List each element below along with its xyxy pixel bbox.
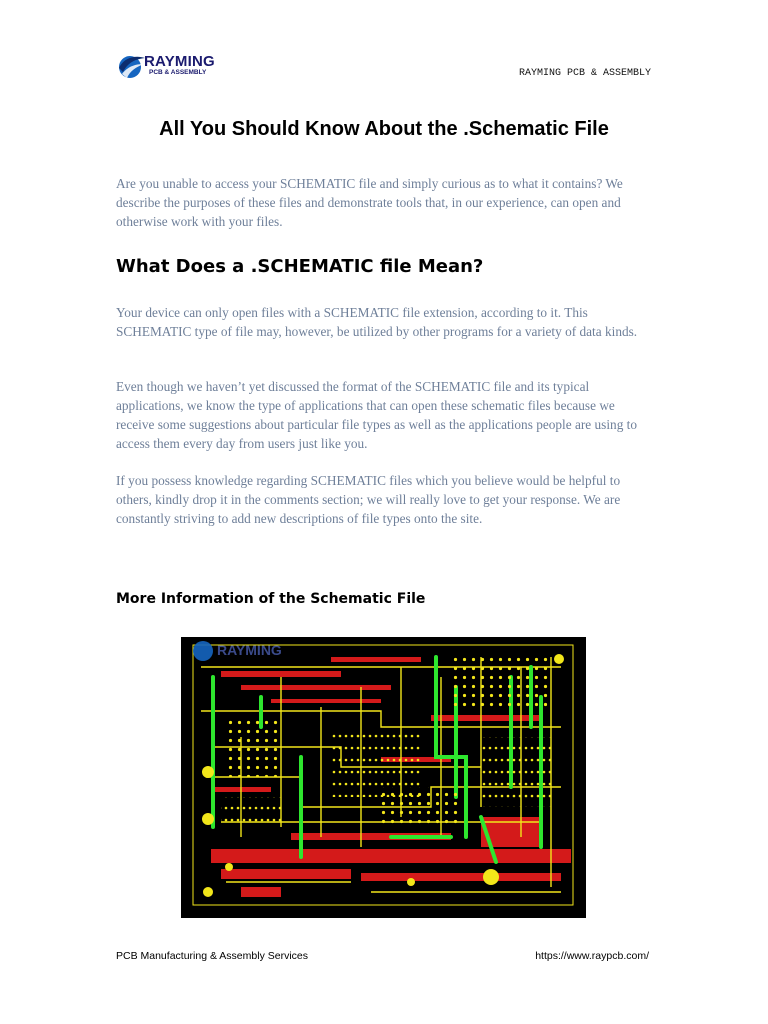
- body-paragraph: Your device can only open files with a SCHEMATIC file extension, according to it. This SCHEMATIC type of file may, however, be utilized by other programs for a variety of data kinds.: [116, 305, 638, 339]
- page-title: All You Should Know About the .Schematic File: [159, 118, 609, 140]
- company-logo: [116, 52, 216, 80]
- footer-services: PCB Manufacturing & Assembly Services: [116, 950, 308, 962]
- logo-wordmark: RAYMING: [144, 53, 215, 70]
- body-paragraph: If you possess knowledge regarding SCHEMATIC files which you believe would be helpful to others, kindly drop it in the comments section; we will really love to get your response. We are constantly striving to add new descriptions of file types onto the site.: [116, 473, 621, 526]
- logo-tagline: PCB & ASSEMBLY: [149, 69, 207, 76]
- intro-paragraph: Are you unable to access your SCHEMATIC file and simply curious as to what it contains? We describe the purposes of these files and demonstrate tools that, in our experience, can open and otherwise work with your files.: [116, 176, 623, 229]
- body-paragraph: Even though we haven’t yet discussed the format of the SCHEMATIC file and its typical applications, we know the type of applications that can open these schematic files because we receive some suggestions about particular file types as well as the applications people are using to access them every day from users just like you.: [116, 379, 638, 451]
- subsection-heading: More Information of the Schematic File: [116, 591, 426, 607]
- image-watermark: RAYMING: [217, 642, 282, 658]
- pcb-layout-image: [181, 637, 586, 918]
- pcb-artwork: [181, 637, 586, 918]
- rayming-logo-icon: [116, 52, 146, 80]
- running-header: RAYMING PCB & ASSEMBLY: [518, 68, 651, 79]
- footer-url: https://www.raypcb.com/: [535, 950, 649, 962]
- section-heading: What Does a .SCHEMATIC file Mean?: [116, 256, 484, 277]
